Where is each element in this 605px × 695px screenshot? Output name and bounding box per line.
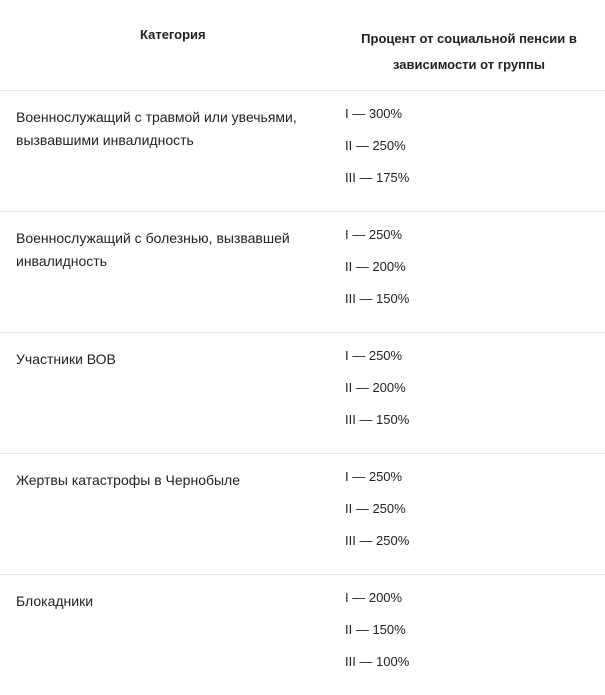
header-category: Категория: [140, 27, 206, 42]
table-header: [0, 0, 605, 91]
group-3-value: III — 150%: [345, 412, 410, 427]
category-cell: Военнослужащий с болезнью, вызвавшей инвалидность: [16, 230, 290, 269]
table-body: [0, 91, 605, 695]
category-cell: Жертвы катастрофы в Чернобыле: [16, 472, 241, 488]
values-cell: [345, 106, 545, 202]
table-row: [0, 212, 605, 333]
table-row: [0, 91, 605, 212]
group-1-value: I — 200%: [345, 590, 403, 605]
table-row: [0, 454, 605, 575]
group-3-value: III — 175%: [345, 170, 410, 185]
group-2-value: II — 150%: [345, 622, 406, 637]
group-2-value: II — 200%: [345, 259, 406, 274]
category-cell: Блокадники: [16, 593, 94, 609]
header-percent: Процент от социальной пенсии в зависимости от группы: [361, 31, 577, 72]
values-cell: [345, 227, 545, 323]
group-3-value: III — 250%: [345, 533, 410, 548]
group-2-value: II — 200%: [345, 380, 406, 395]
category-cell: Участники ВОВ: [16, 351, 116, 367]
group-1-value: I — 300%: [345, 106, 403, 121]
values-cell: [345, 469, 545, 565]
group-1-value: I — 250%: [345, 348, 403, 363]
table-row: [0, 333, 605, 454]
group-3-value: III — 150%: [345, 291, 410, 306]
group-2-value: II — 250%: [345, 501, 406, 516]
values-cell: [345, 348, 545, 444]
group-3-value: III — 100%: [345, 654, 410, 669]
category-cell: Военнослужащий с травмой или увечьями, вызвавшими инвалидность: [16, 109, 297, 148]
table-row: [0, 575, 605, 695]
values-cell: [345, 590, 545, 686]
group-1-value: I — 250%: [345, 227, 403, 242]
group-2-value: II — 250%: [345, 138, 406, 153]
group-1-value: I — 250%: [345, 469, 403, 484]
